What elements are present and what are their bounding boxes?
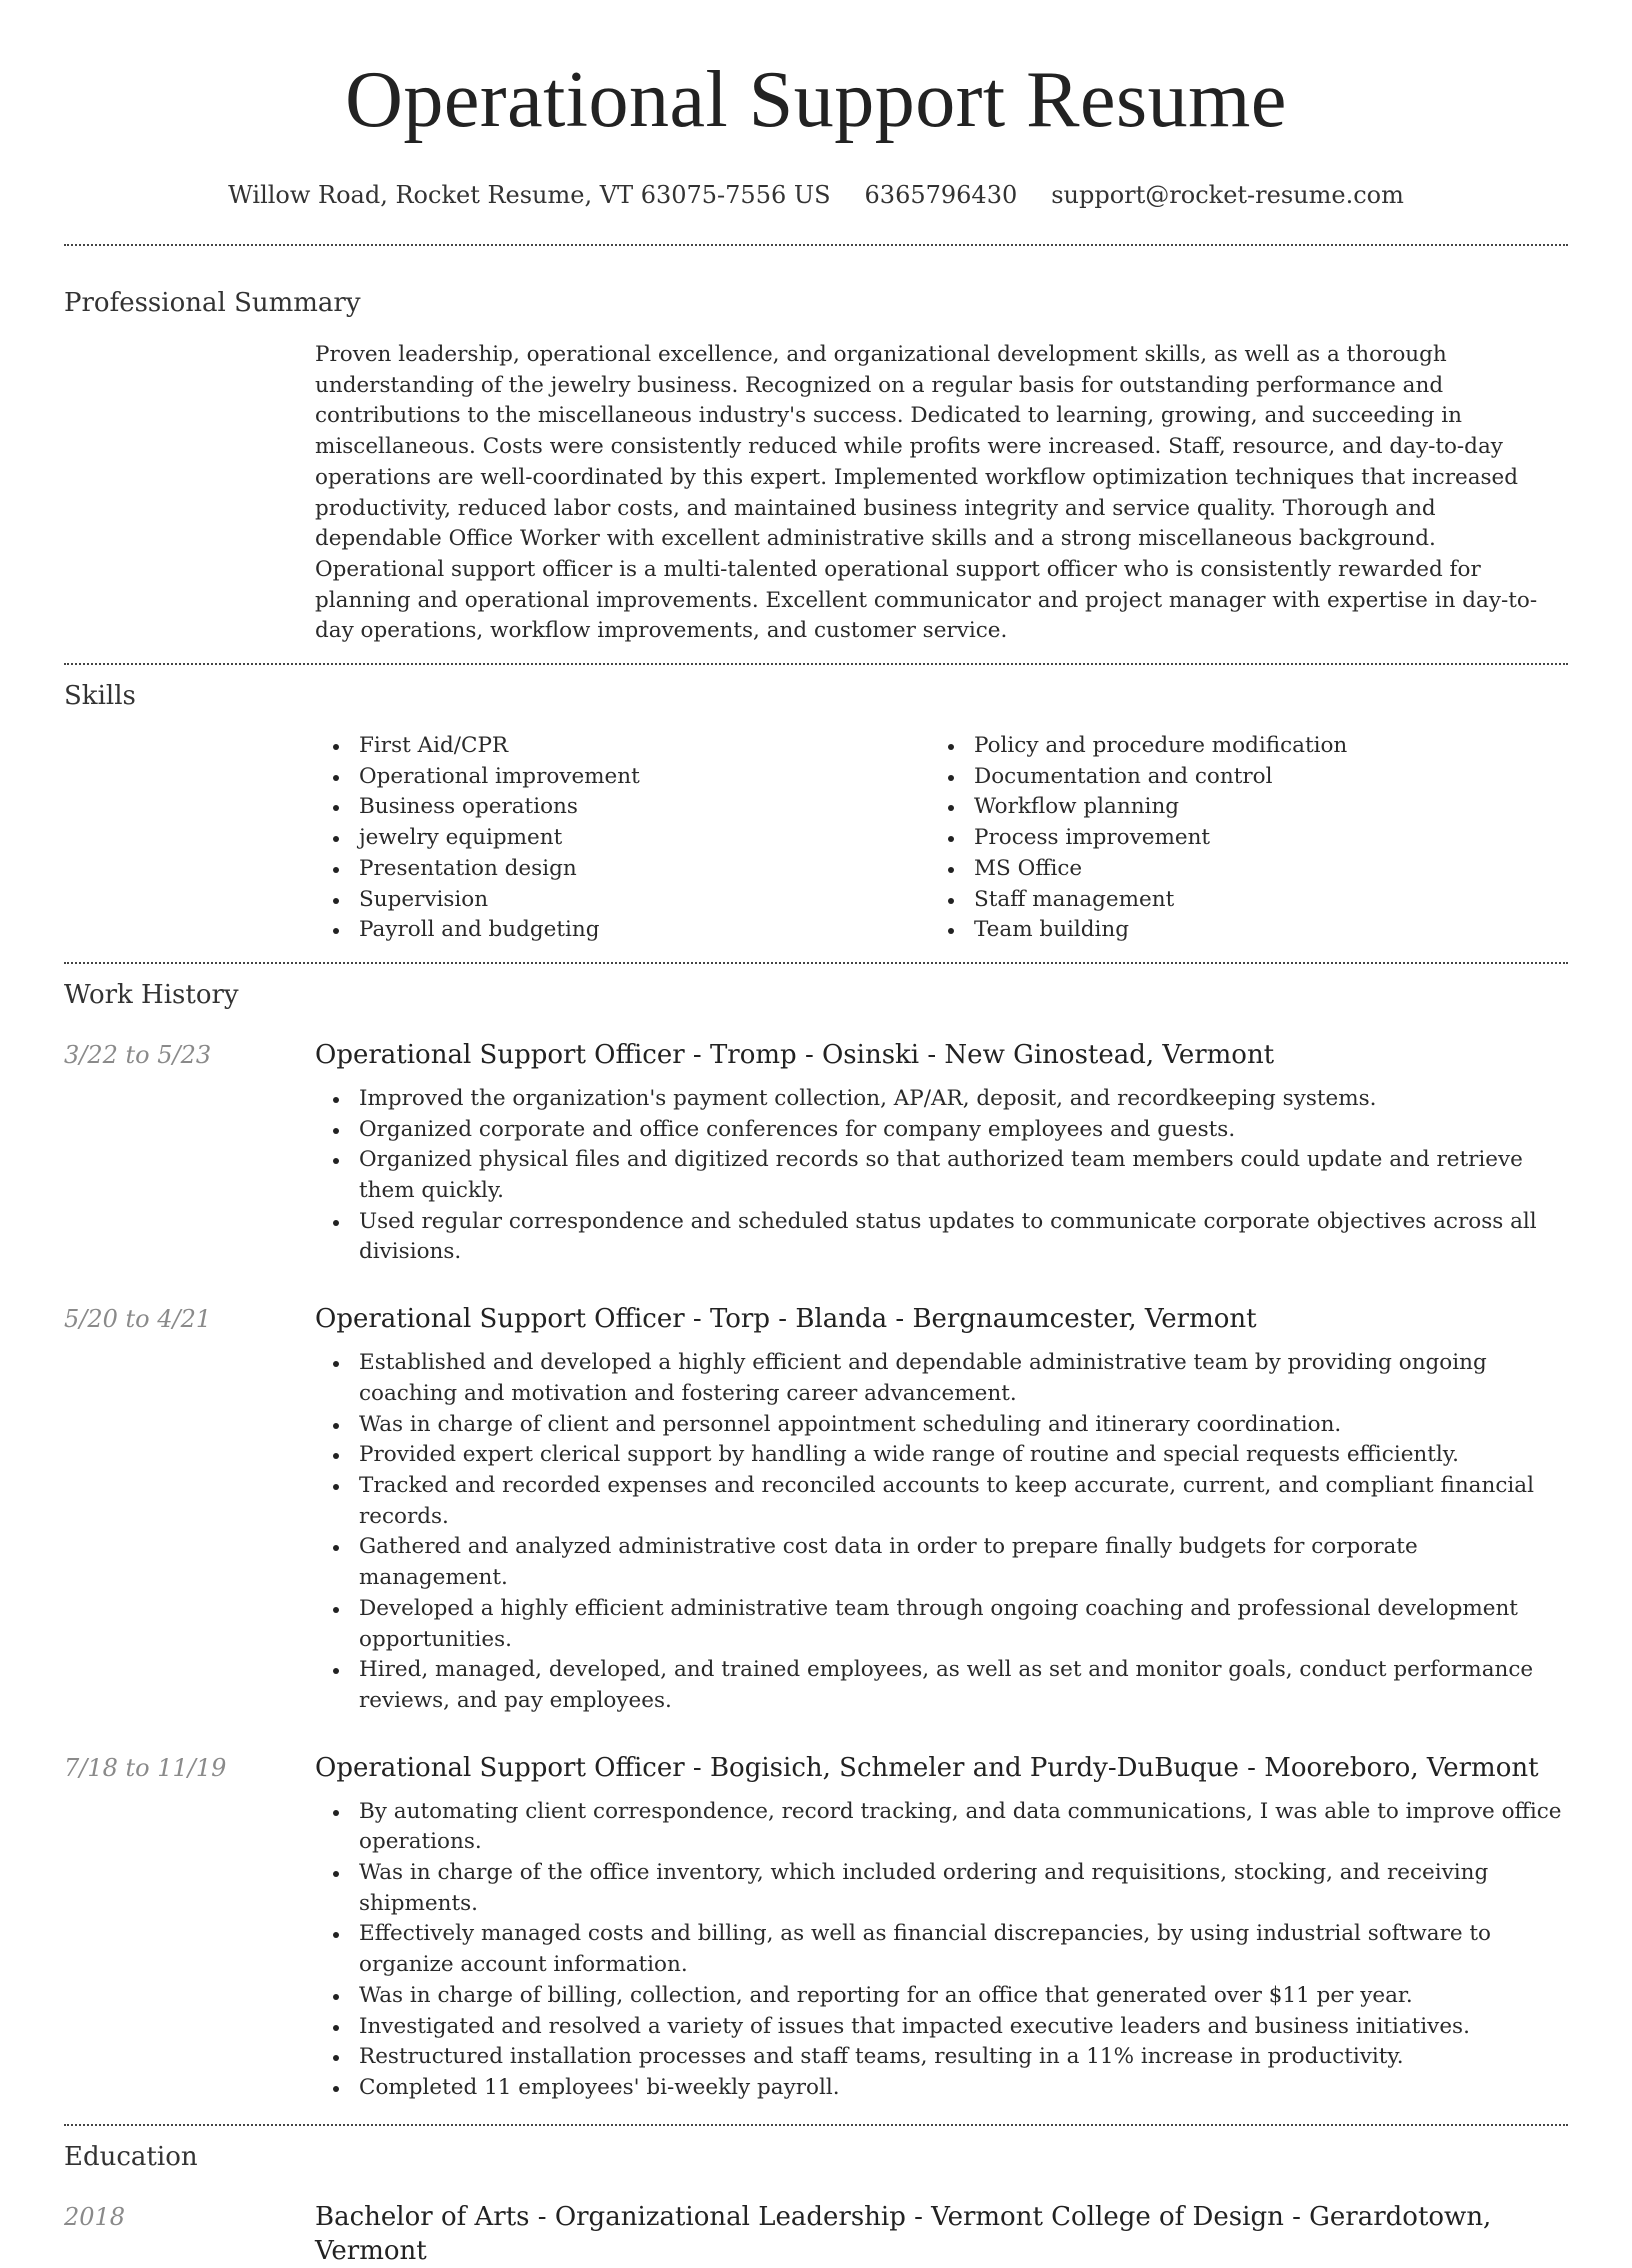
job-bullet: Provided expert clerical support by handling a wide range of routine and special requests efficiently.	[315, 1440, 1568, 1471]
skill-item: First Aid/CPR	[315, 731, 930, 762]
education-entry	[64, 2200, 1568, 2268]
education-year: 2018	[64, 2202, 126, 2231]
divider	[64, 663, 1568, 665]
job-details	[315, 1038, 1568, 1268]
job-heading: Operational Support Officer - Torp - Blanda - Bergnaumcester, Vermont	[315, 1304, 1257, 1335]
job-heading: Operational Support Officer - Bogisich, Schmeler and Purdy-DuBuque - Mooreboro, Vermont	[315, 1752, 1539, 1783]
job-details	[315, 1302, 1568, 1716]
skill-item: MS Office	[930, 854, 1545, 885]
section-title-summary: Professional Summary	[64, 288, 361, 318]
job-bullets	[315, 1348, 1568, 1716]
education-details	[315, 2200, 1568, 2268]
professional-summary-section	[64, 286, 1568, 647]
divider	[64, 962, 1568, 964]
divider	[64, 2124, 1568, 2126]
skill-item: Policy and procedure modification	[930, 731, 1545, 762]
job-dates: 5/20 to 4/21	[64, 1305, 212, 1334]
skill-item: Presentation design	[315, 854, 930, 885]
education-heading: Bachelor of Arts - Organizational Leadership - Vermont College of Design - Gerardotown, Vermont	[315, 2201, 1492, 2266]
skill-item: Process improvement	[930, 823, 1545, 854]
skill-item: Team building	[930, 915, 1545, 946]
skill-item: Workflow planning	[930, 792, 1545, 823]
skill-item: Documentation and control	[930, 762, 1545, 793]
job-bullet: Gathered and analyzed administrative cost data in order to prepare finally budgets for corporate management.	[315, 1532, 1568, 1593]
job-dates: 7/18 to 11/19	[64, 1753, 227, 1782]
contact-phone: 6365796430	[864, 181, 1018, 209]
job-bullet: Investigated and resolved a variety of issues that impacted executive leaders and business initiatives.	[315, 2012, 1568, 2043]
contact-address: Willow Road, Rocket Resume, VT 63075-7556 US	[228, 181, 831, 209]
skills-list-left	[315, 731, 930, 946]
education-section	[64, 2140, 1568, 2268]
contact-email: support@rocket-resume.com	[1051, 181, 1404, 209]
summary-text: Proven leadership, operational excellence, and organizational development skills, as well as a thorough understanding of the jewelry business. Recognized on a regular basis for outstanding performance and contributions to the miscellaneous industry's success. Dedicated to learning, growing, and succeeding in miscellaneous. Costs were consistently reduced while profits were increased. Staff, resource, and day-to-day operations are well-coordinated by this expert. Implemented workflow optimization techniques that increased productivity, reduced labor costs, and maintained business integrity and service quality. Thorough and dependable Office Worker with excellent administrative skills and a strong miscellaneous background. Operational support officer is a multi-talented operational support officer who is consistently rewarded for planning and operational improvements. Excellent communicator and project manager with expertise in day-to-day operations, workflow improvements, and customer service.	[315, 342, 1538, 644]
job-entry	[64, 1038, 1568, 1268]
job-bullet: Used regular correspondence and scheduled status updates to communicate corporate objectives across all divisions.	[315, 1207, 1568, 1268]
job-bullets	[315, 1084, 1568, 1268]
job-bullet: Improved the organization's payment collection, AP/AR, deposit, and recordkeeping systems.	[315, 1084, 1568, 1115]
skill-item: Supervision	[315, 885, 930, 916]
job-bullet: By automating client correspondence, record tracking, and data communications, I was able to improve office operations.	[315, 1797, 1568, 1858]
job-bullet: Was in charge of billing, collection, and reporting for an office that generated over $11 per year.	[315, 1981, 1568, 2012]
job-bullets	[315, 1797, 1568, 2104]
skills-columns	[315, 731, 1568, 946]
job-bullet: Was in charge of client and personnel appointment scheduling and itinerary coordination.	[315, 1410, 1568, 1441]
job-entry	[64, 1751, 1568, 2104]
job-entry	[64, 1302, 1568, 1716]
skills-list-right	[930, 731, 1545, 946]
job-bullet: Developed a highly efficient administrative team through ongoing coaching and professional development opportunities.	[315, 1594, 1568, 1655]
job-bullet: Was in charge of the office inventory, which included ordering and requisitions, stocking, and receiving shipments.	[315, 1858, 1568, 1919]
skill-item: Operational improvement	[315, 762, 930, 793]
section-title-education: Education	[64, 2141, 198, 2172]
skill-item: Payroll and budgeting	[315, 915, 930, 946]
job-bullet: Effectively managed costs and billing, as well as financial discrepancies, by using industrial software to organize account information.	[315, 1919, 1568, 1980]
job-details	[315, 1751, 1568, 2104]
resume-page	[64, 0, 1568, 2268]
job-bullet: Organized physical files and digitized records so that authorized team members could update and retrieve them quickly.	[315, 1145, 1568, 1206]
skills-section	[64, 679, 1568, 946]
job-bullet: Established and developed a highly efficient and dependable administrative team by providing ongoing coaching and motivation and fostering career advancement.	[315, 1348, 1568, 1409]
job-dates: 3/22 to 5/23	[64, 1040, 212, 1069]
divider	[64, 244, 1568, 246]
section-title-skills: Skills	[64, 681, 136, 712]
job-heading: Operational Support Officer - Tromp - Osinski - New Ginostead, Vermont	[315, 1039, 1275, 1070]
contact-line	[64, 180, 1568, 210]
job-bullet: Restructured installation processes and staff teams, resulting in a 11% increase in productivity.	[315, 2042, 1568, 2073]
job-bullet: Tracked and recorded expenses and reconciled accounts to keep accurate, current, and compliant financial records.	[315, 1471, 1568, 1532]
job-bullet: Hired, managed, developed, and trained employees, as well as set and monitor goals, conduct performance reviews, and pay employees.	[315, 1655, 1568, 1716]
skill-item: Staff management	[930, 885, 1545, 916]
skill-item: Business operations	[315, 792, 930, 823]
resume-header	[64, 0, 1568, 210]
job-bullet: Completed 11 employees' bi-weekly payroll.	[315, 2073, 1568, 2104]
job-bullet: Organized corporate and office conferences for company employees and guests.	[315, 1115, 1568, 1146]
section-title-work: Work History	[64, 979, 239, 1010]
skill-item: jewelry equipment	[315, 823, 930, 854]
work-history-section	[64, 978, 1568, 2104]
resume-title: Operational Support Resume	[345, 56, 1287, 144]
